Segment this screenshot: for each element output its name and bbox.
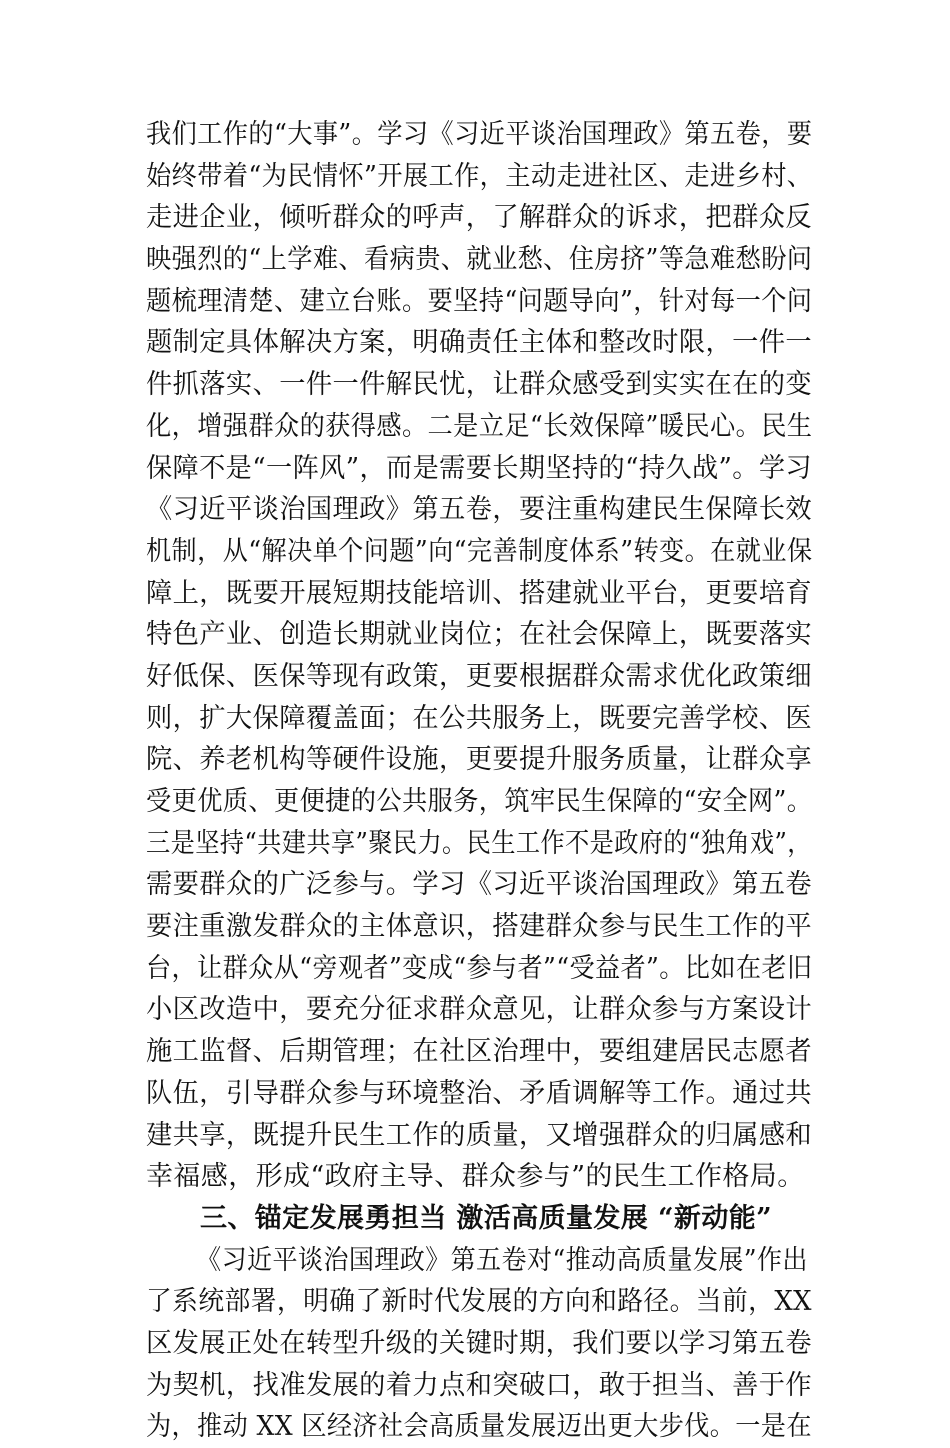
- body-text: [146, 114, 812, 1448]
- text-line: 则，扩大保障覆盖面；在公共服务上，既要完善学校、医: [146, 702, 813, 734]
- text-line: 件抓落实、一件一件解民忧，让群众感受到实实在在的变: [146, 369, 813, 401]
- text-line: 为契机，找准发展的着力点和突破口，敢于担当、善于作: [146, 1369, 813, 1401]
- text-line: 院、养老机构等硬件设施，更要提升服务质量，让群众享: [146, 744, 813, 776]
- text-line: 要注重激发群众的主体意识，搭建群众参与民生工作的平: [146, 911, 813, 943]
- text-line: 走进企业，倾听群众的呼声，了解群众的诉求，把群众反: [146, 202, 813, 234]
- text-line: 受更优质、更便捷的公共服务，筑牢民生保障的“安全网”。: [146, 786, 813, 817]
- text-line: 映强烈的“上学难、看病贵、就业愁、住房挤”等急难愁盼问: [146, 244, 813, 276]
- text-line: 队伍，引导群众参与环境整治、矛盾调解等工作。通过共: [146, 1077, 813, 1109]
- text-line: 区发展正处在转型升级的关键时期，我们要以学习第五卷: [146, 1327, 813, 1359]
- text-line: 题制定具体解决方案，明确责任主体和整改时限，一件一: [146, 327, 813, 359]
- text-line: 《习近平谈治国理政》第五卷，要注重构建民生保障长效: [146, 494, 813, 526]
- text-line: 特色产业、创造长期就业岗位；在社会保障上，既要落实: [146, 619, 813, 651]
- text-line: 题梳理清楚、建立台账。要坚持“问题导向”，针对每一个问: [146, 285, 813, 317]
- text-line: 保障不是“一阵风”，而是需要长期坚持的“持久战”。学习: [146, 452, 812, 484]
- text-line: 始终带着“为民情怀”开展工作，主动走进社区、走进乡村、: [146, 160, 813, 192]
- section-heading: 三、锚定发展勇担当 激活高质量发展 “新动能”: [200, 1202, 773, 1234]
- text-line: 施工监督、后期管理；在社区治理中，要组建居民志愿者: [146, 1036, 813, 1068]
- text-line: 三是坚持“共建共享”聚民力。民生工作不是政府的“独角戏”，: [146, 827, 812, 859]
- text-line: 台，让群众从“旁观者”变成“参与者”“受益者”。比如在老旧: [146, 952, 813, 984]
- text-line: 小区改造中，要充分征求群众意见，让群众参与方案设计: [146, 994, 813, 1026]
- text-line: 幸福感，形成“政府主导、群众参与”的民生工作格局。: [146, 1161, 805, 1193]
- text-line: 为，推动 XX 区经济社会高质量发展迈出更大步伐。一是在: [146, 1411, 812, 1443]
- text-line: 我们工作的“大事”。学习《习近平谈治国理政》第五卷，要: [146, 119, 813, 150]
- text-line: 建共享，既提升民生工作的质量，又增强群众的归属感和: [146, 1119, 813, 1151]
- text-line: 《习近平谈治国理政》第五卷对“推动高质量发展”作出: [196, 1244, 808, 1276]
- text-line: 好低保、医保等现有政策，更要根据群众需求优化政策细: [146, 660, 813, 692]
- text-line: 机制，从“解决单个问题”向“完善制度体系”转变。在就业保: [146, 535, 813, 567]
- text-line: 了系统部署，明确了新时代发展的方向和路径。当前，XX: [146, 1286, 812, 1318]
- text-line: 需要群众的广泛参与。学习《习近平谈治国理政》第五卷: [146, 869, 813, 901]
- text-line: 障上，既要开展短期技能培训、搭建就业平台，更要培育: [146, 577, 813, 609]
- text-line: 化，增强群众的获得感。二是立足“长效保障”暖民心。民生: [146, 410, 813, 442]
